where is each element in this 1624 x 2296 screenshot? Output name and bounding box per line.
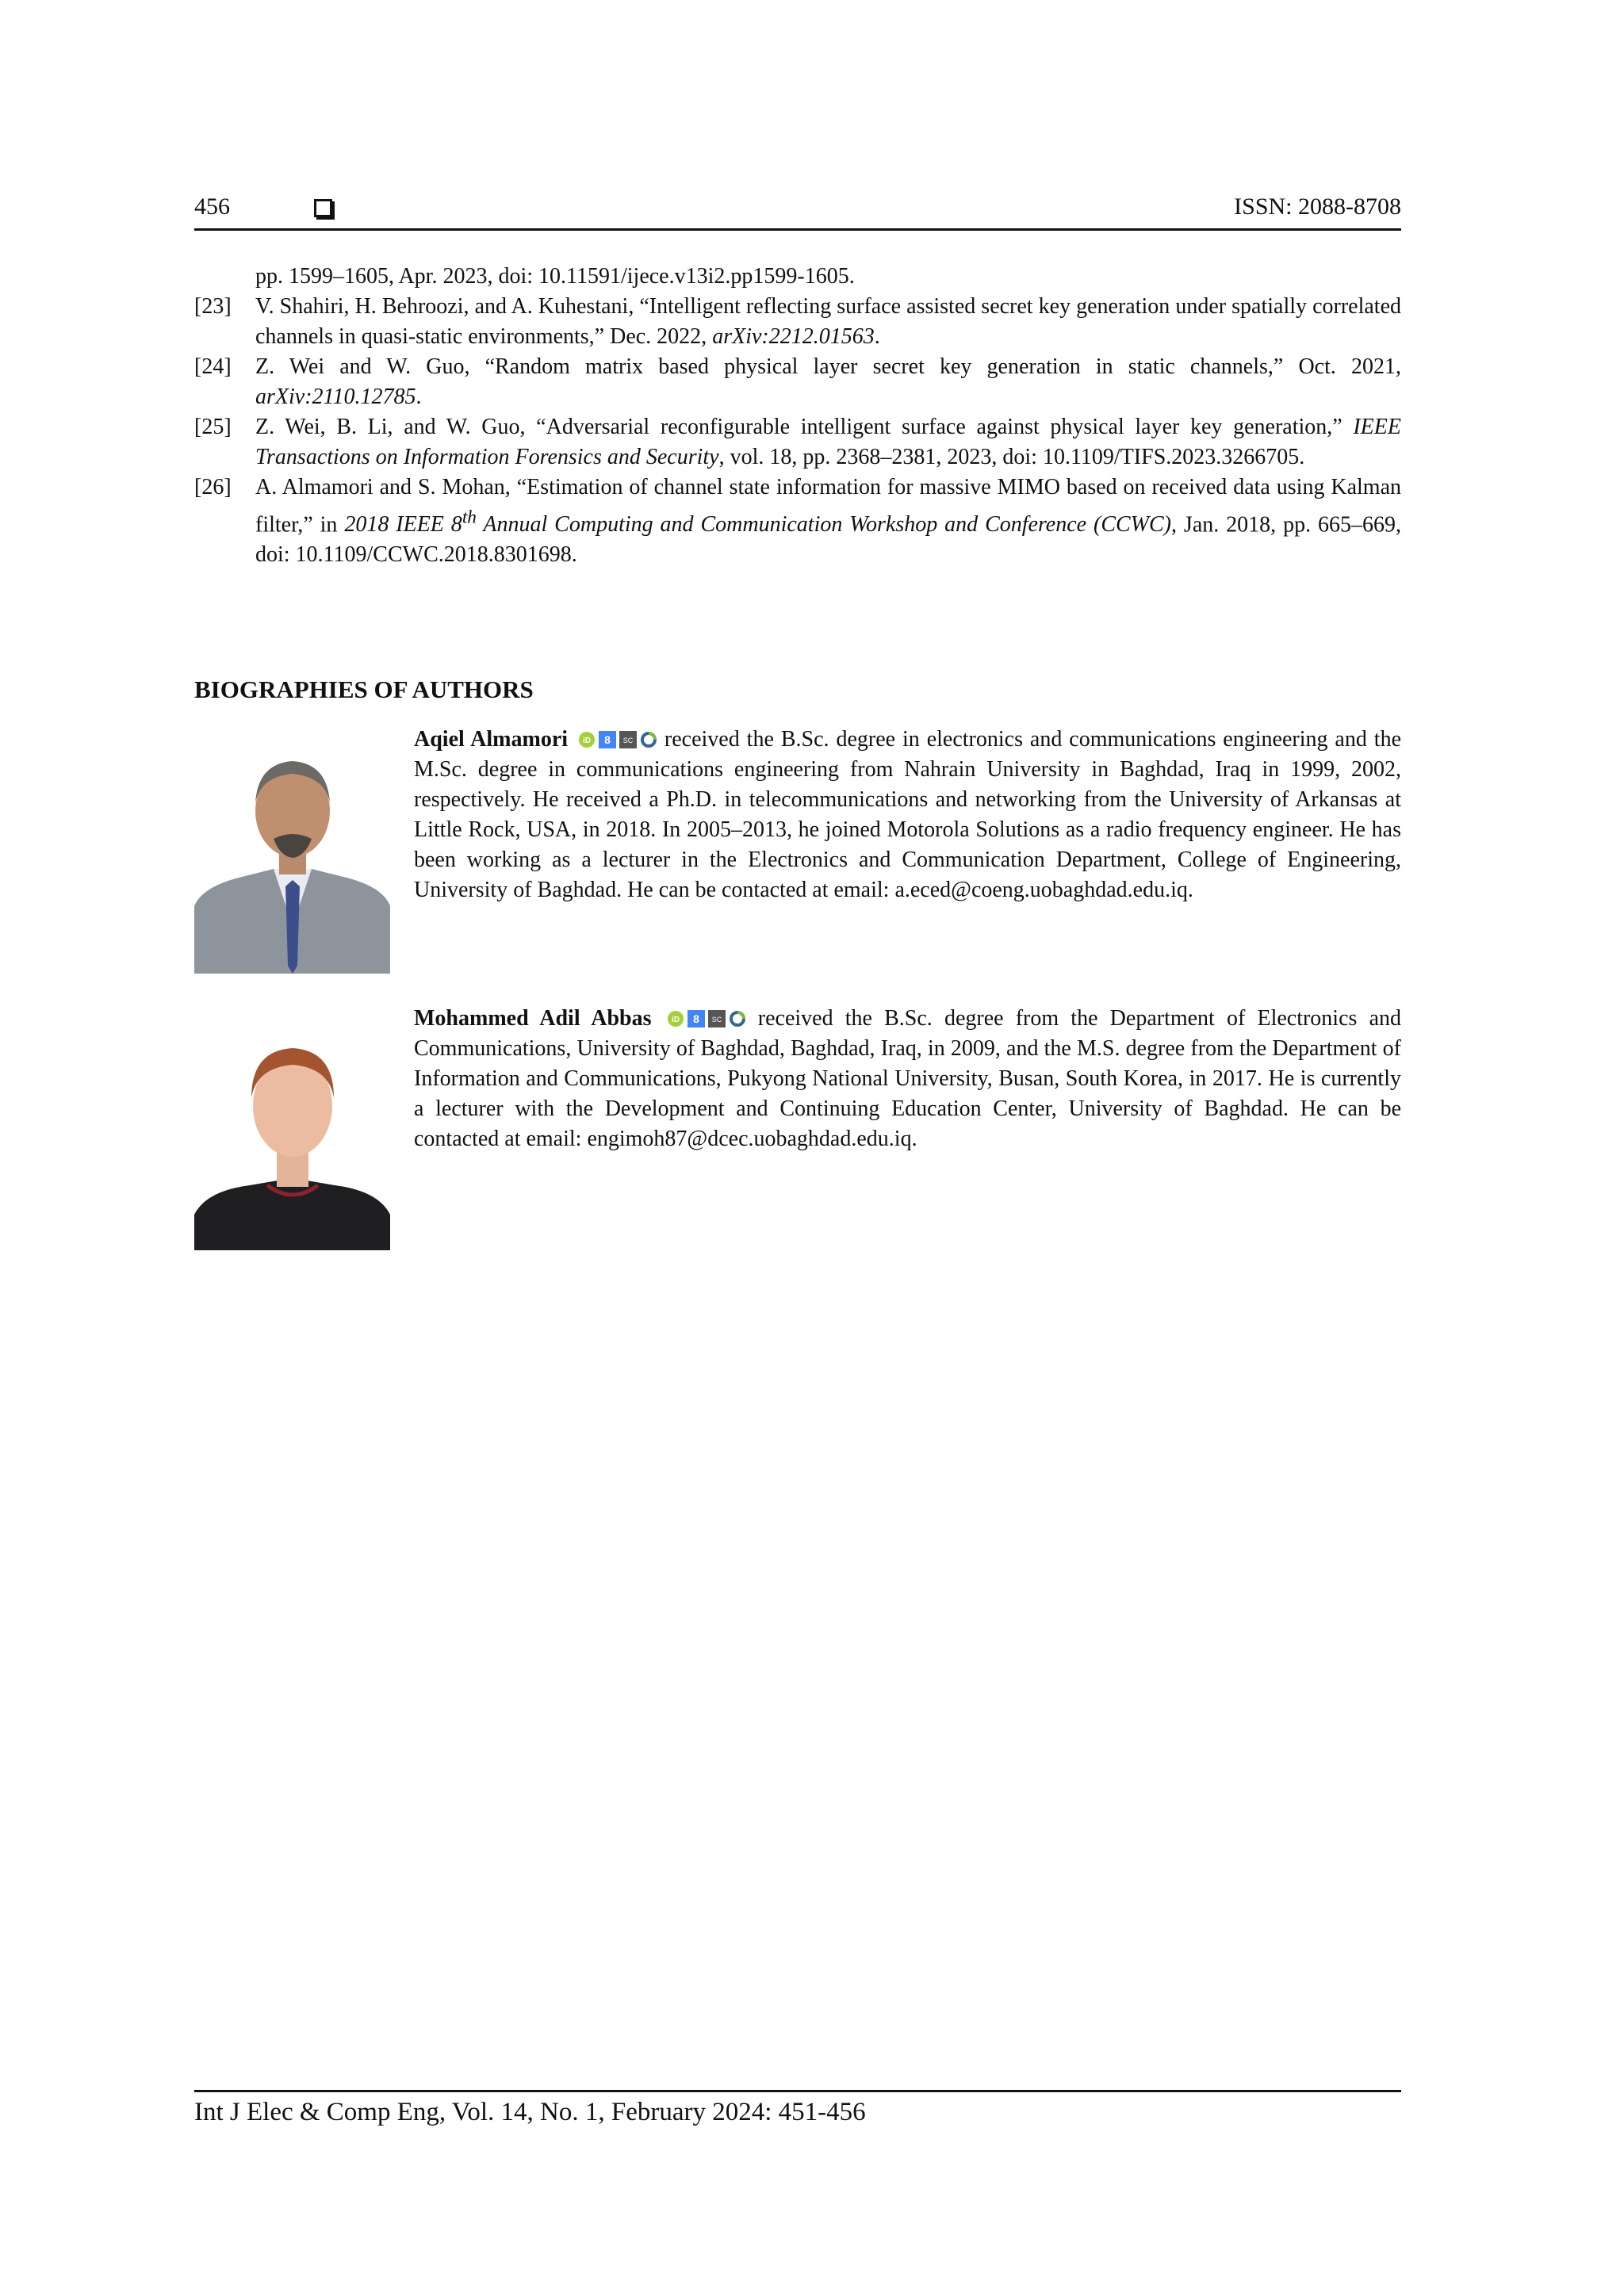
author-bio-text: received the B.Sc. degree in electronics and communications engineering and the M.Sc. degree in communications engineering from Nahrain University in Baghdad, Iraq in 1999, 2002, respectively. He received a Ph.D. in telecommunications and networking from the University of Arkansas at Little Rock, USA, in 2018. In 2005–2013, he joined Motorola Solutions as a radio frequency engineer. He has been working as a lecturer in the Electronics and Communication Department, College of Engineering, University of Baghdad. He can be contacted at email: a.eced@coeng.uobaghdad.edu.iq.	[414, 727, 1401, 902]
reference-number: [23]	[194, 294, 232, 319]
reference-tail: , Jan. 2018, pp. 665–669, doi: 10.1109/CCWC.2018.8301698.	[255, 512, 1402, 568]
publons-icon[interactable]	[640, 731, 657, 748]
reference-23	[194, 292, 1401, 352]
venue-part: 2018 IEEE 8	[344, 512, 462, 538]
publons-icon[interactable]	[729, 1010, 746, 1027]
footer-citation: Int J Elec & Comp Eng, Vol. 14, No. 1, February 2024: 451-456	[194, 2098, 866, 2126]
author-name: Mohammed Adil Abbas	[414, 1006, 652, 1031]
reference-number: [25]	[194, 415, 232, 439]
reference-journal: IEEE Transactions on Information Forensics and Security	[255, 415, 1401, 469]
venue-superscript: th	[462, 507, 477, 528]
checkbox-square-icon	[314, 199, 332, 217]
running-header	[194, 193, 1401, 231]
svg-text:iD: iD	[671, 1016, 680, 1024]
section-heading: BIOGRAPHIES OF AUTHORS	[194, 675, 534, 703]
reference-26	[194, 473, 1401, 570]
author-bio-text: received the B.Sc. degree from the Department of Electronics and Communications, University of Baghdad, Baghdad, Iraq, in 2009, and the M.S. degree from the Department of Information and Communications, Pukyong National University, Busan, South Korea, in 2017. He is currently a lecturer with the Development and Continuing Education Center, University of Baghdad. He can be contacted at email: engimoh87@dcec.uobaghdad.edu.iq.	[414, 1006, 1401, 1151]
author-bio-aqiel-almamori	[414, 725, 1401, 905]
author-photo-aqiel-almamori	[194, 728, 390, 974]
reference-tail: .	[874, 324, 880, 349]
svg-text:8: 8	[692, 1012, 699, 1025]
reference-list	[194, 262, 1401, 570]
author-name: Aqiel Almamori	[414, 727, 569, 752]
reference-text: Z. Wei and W. Guo, “Random matrix based physical layer secret key generation in static channels,” Oct. 2021,	[255, 354, 1401, 379]
google-scholar-icon[interactable]	[599, 731, 616, 748]
author-bio-mohammed-adil-abbas	[414, 1004, 1401, 1154]
reference-text: V. Shahiri, H. Behroozi, and A. Kuhestani, “Intelligent reflecting surface assisted secret key generation under spatially correlated channels in quasi-static environments,” Dec. 2022,	[255, 294, 1401, 349]
reference-tail: .	[416, 385, 422, 409]
scopus-icon[interactable]	[708, 1010, 726, 1027]
google-scholar-icon[interactable]	[688, 1010, 705, 1027]
scopus-icon[interactable]	[619, 731, 637, 748]
reference-number: [26]	[194, 475, 232, 499]
reference-tail: , vol. 18, pp. 2368–2381, 2023, doi: 10.1109/TIFS.2023.3266705.	[718, 445, 1305, 469]
author-photo-mohammed-adil-abbas	[194, 1004, 390, 1250]
reference-25	[194, 412, 1401, 473]
reference-text: Z. Wei, B. Li, and W. Guo, “Adversarial reconfigurable intelligent surface against physical layer key generation,”	[255, 415, 1354, 439]
svg-text:SC: SC	[622, 737, 634, 744]
svg-text:iD: iD	[582, 737, 591, 745]
svg-text:8: 8	[604, 733, 611, 746]
reference-text: A. Almamori and S. Mohan, “Estimation of channel state information for massive MIMO based on received data using Kalman filter,” in	[255, 475, 1401, 538]
orcid-icon[interactable]	[578, 731, 596, 748]
venue-part: Annual Computing and Communication Workshop and Conference (CCWC)	[476, 512, 1172, 538]
issn: ISSN: 2088-8708	[1234, 193, 1401, 220]
reference-number: [24]	[194, 354, 232, 379]
reference-venue	[344, 507, 1172, 538]
svg-text:SC: SC	[711, 1016, 722, 1024]
footer-rule	[194, 2090, 1401, 2092]
reference-arxiv-id: arXiv:2110.12785	[255, 385, 416, 409]
reference-arxiv-id: arXiv:2212.01563	[712, 324, 875, 349]
reference-22-continuation: pp. 1599–1605, Apr. 2023, doi: 10.11591/ijece.v13i2.pp1599-1605.	[255, 264, 855, 289]
reference-24	[194, 352, 1401, 412]
page-number: 456	[194, 193, 230, 220]
orcid-icon[interactable]	[667, 1010, 684, 1027]
